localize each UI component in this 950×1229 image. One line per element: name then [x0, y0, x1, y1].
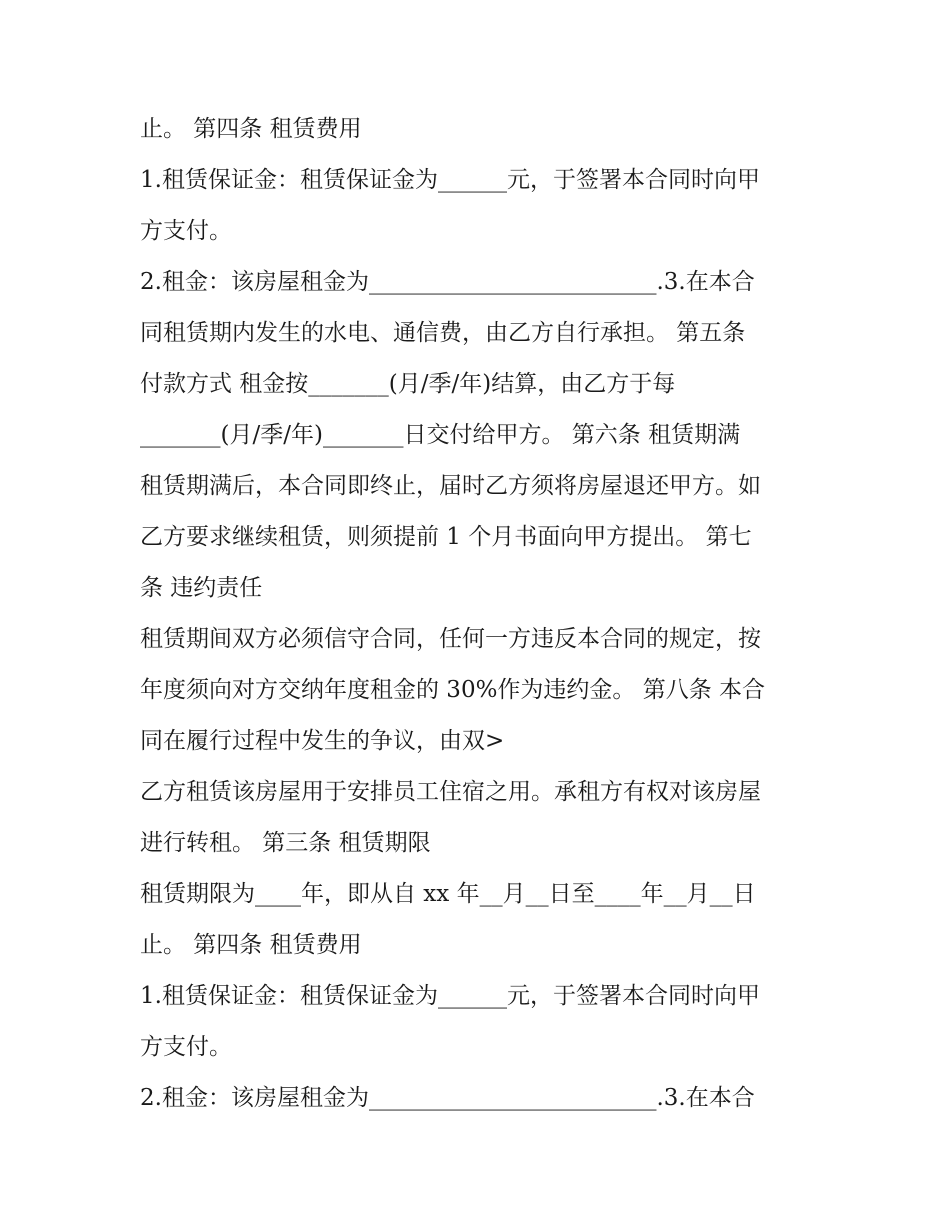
text-line: 止。 第四条 租赁费用 [140, 116, 362, 142]
text-line: 租赁期间双方必须信守合同，任何一方违反本合同的规定，按 [140, 626, 761, 652]
text-line: 年度须向对方交纳年度租金的 30%作为违约金。 第八条 本合 [140, 677, 766, 703]
text-line: 方支付。 [140, 1034, 232, 1060]
text-line: 进行转租。 第三条 租赁期限 [140, 830, 431, 856]
text-line: 止。 第四条 租赁费用 [140, 932, 362, 958]
text-line: 付款方式 租金按_______(月/季/年)结算，由乙方于每 [140, 371, 676, 397]
text-line: 1.租赁保证金：租赁保证金为______元，于签署本合同时向甲 [140, 167, 760, 193]
text-line: 乙方租赁该房屋用于安排员工住宿之用。承租方有权对该房屋 [140, 779, 761, 805]
text-line: 2.租金：该房屋租金为_________________________.3.在本合 [140, 1085, 755, 1111]
text-line: 租赁期满后，本合同即终止，届时乙方须将房屋退还甲方。如 [140, 473, 761, 499]
text-line: 乙方要求继续租赁，则须提前 1 个月书面向甲方提出。 第七 [140, 524, 752, 550]
text-line: _______(月/季/年)_______日交付给甲方。 第六条 租赁期满 [140, 422, 741, 448]
text-line: 同租赁期内发生的水电、通信费，由乙方自行承担。 第五条 [140, 320, 746, 346]
text-line: 条 违约责任 [140, 575, 263, 601]
text-line: 1.租赁保证金：租赁保证金为______元，于签署本合同时向甲 [140, 983, 760, 1009]
text-line: 同在履行过程中发生的争议，由双> [140, 728, 505, 754]
text-line: 2.租金：该房屋租金为_________________________.3.在本合 [140, 269, 755, 295]
text-line: 方支付。 [140, 218, 232, 244]
text-line: 租赁期限为____年，即从自 xx 年__月__日至____年__月__日 [140, 881, 756, 907]
contract-text [140, 104, 820, 1124]
